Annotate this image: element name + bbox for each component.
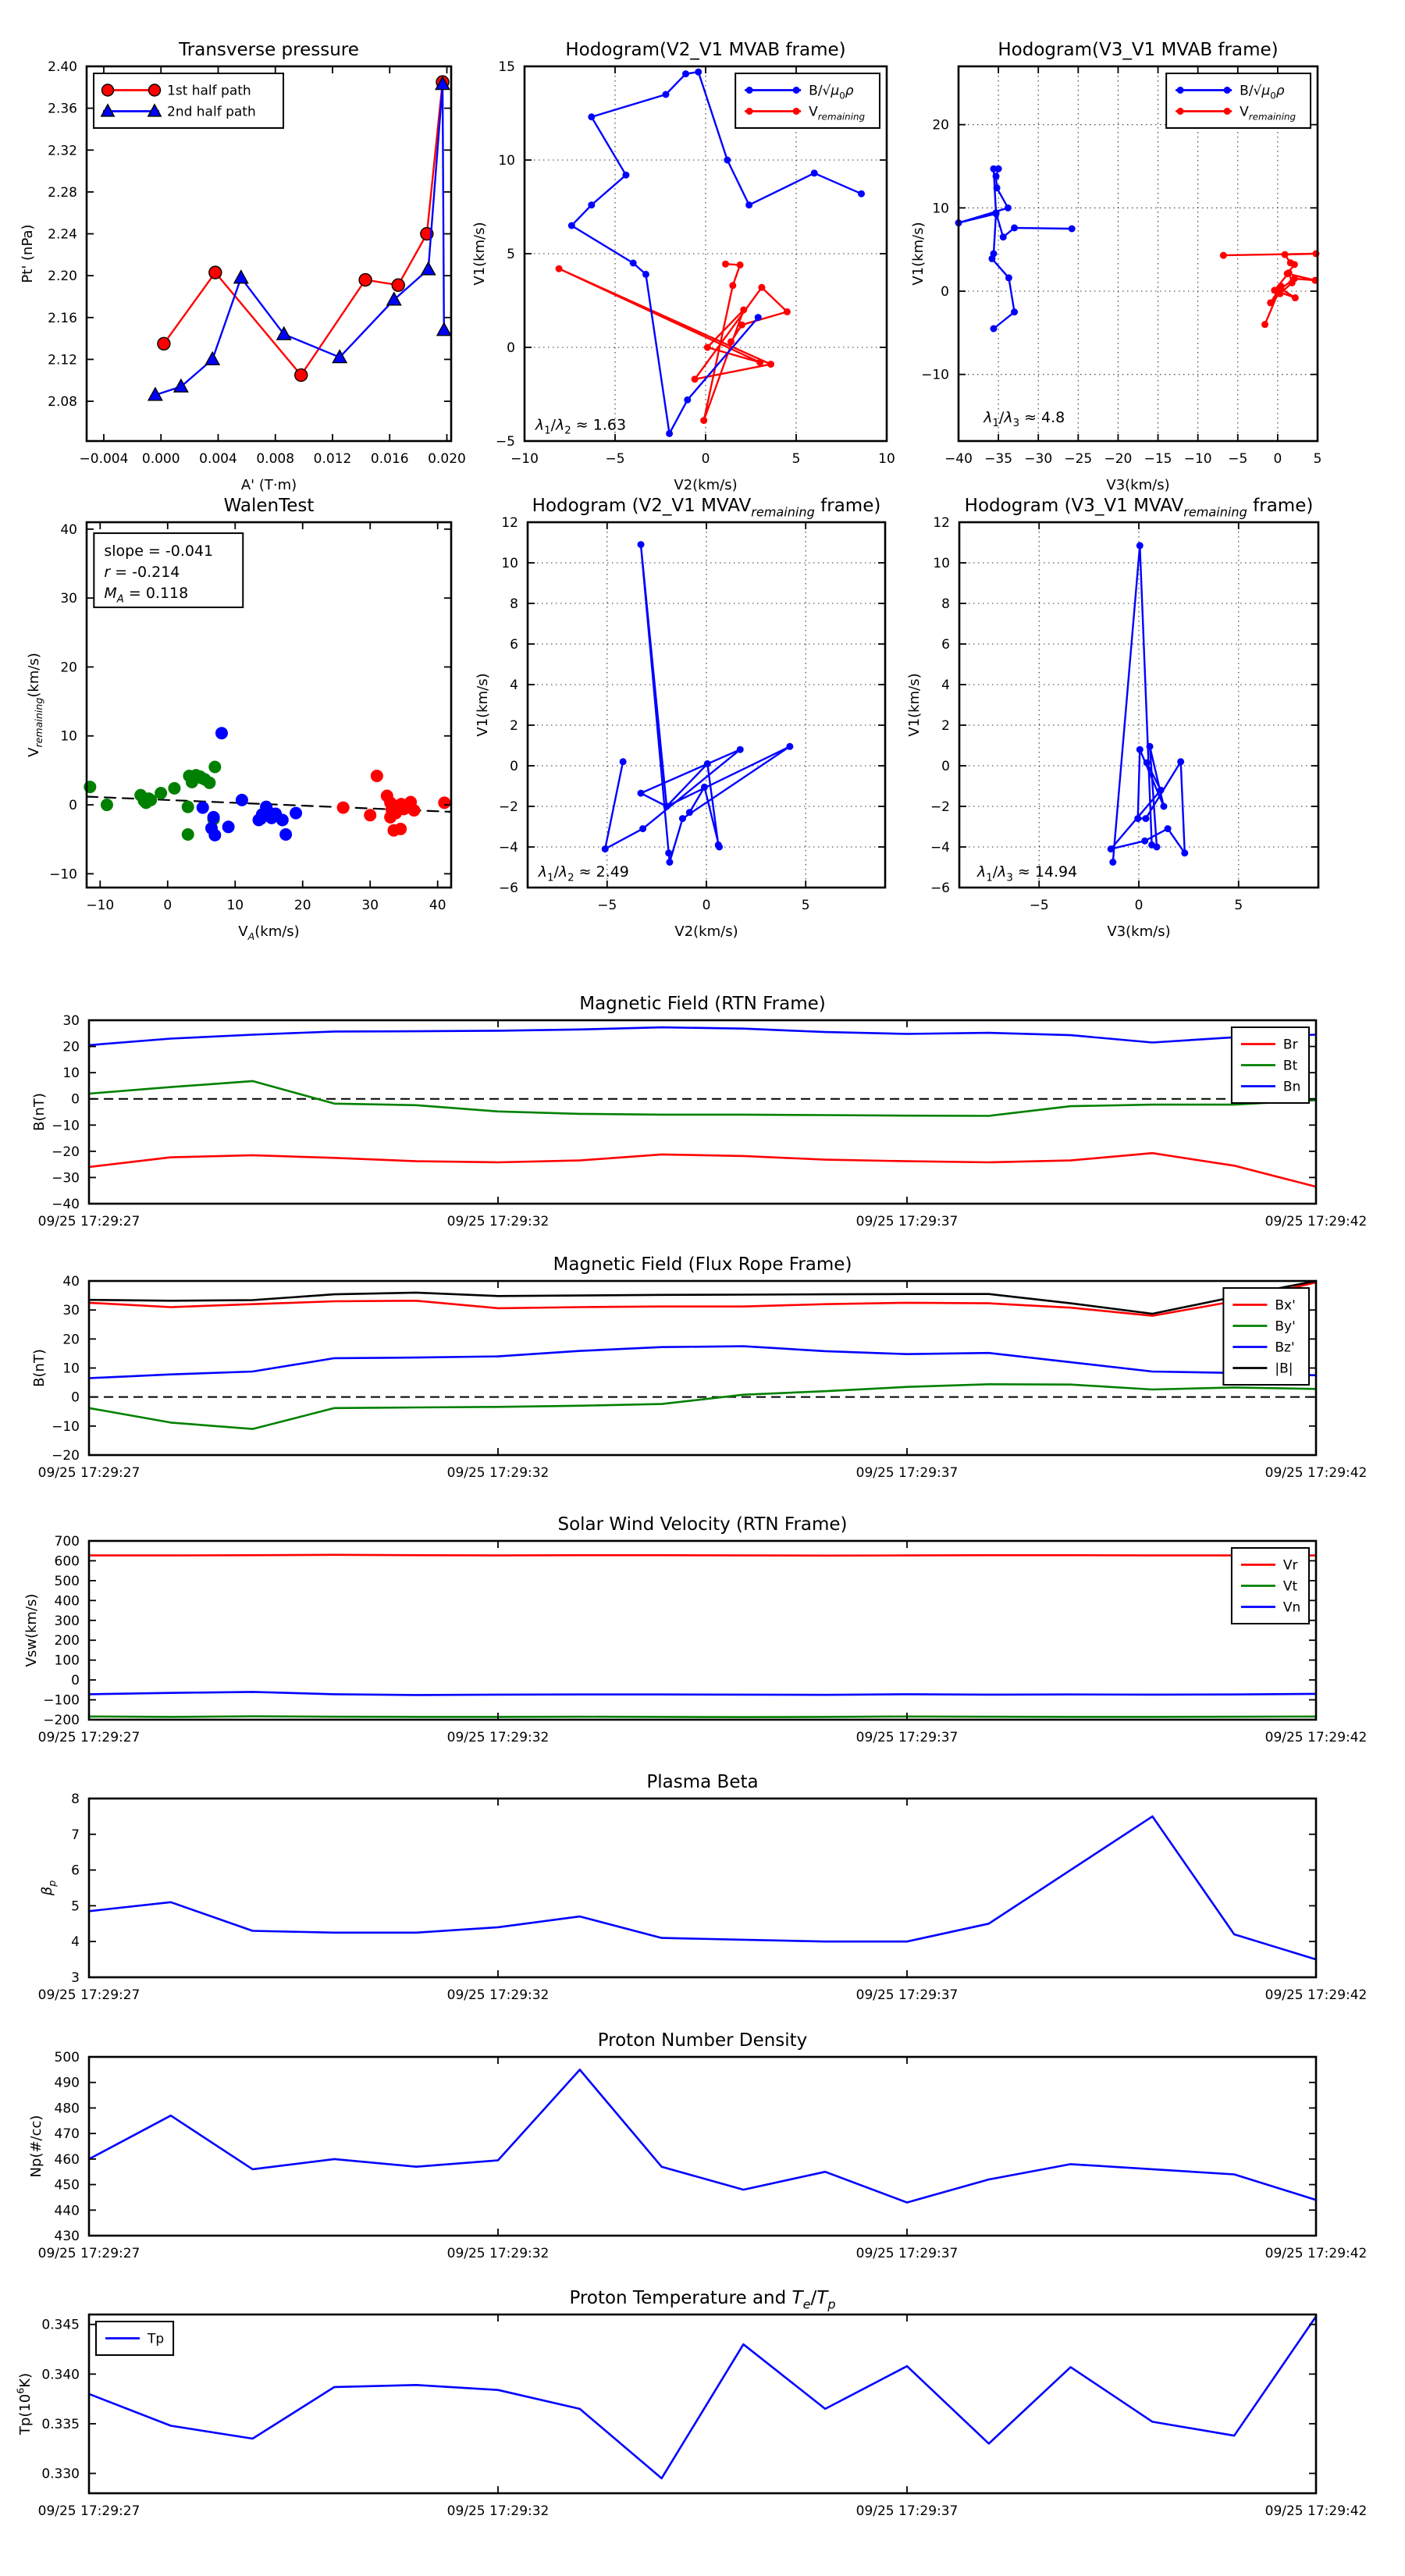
svg-text:09/25 17:29:27: 09/25 17:29:27 bbox=[37, 1214, 140, 1229]
svg-text:5: 5 bbox=[1313, 451, 1322, 467]
svg-text:20: 20 bbox=[932, 117, 949, 133]
svg-text:100: 100 bbox=[54, 1653, 80, 1669]
svg-text:0.330: 0.330 bbox=[41, 2466, 80, 2482]
svg-text:−5: −5 bbox=[597, 898, 617, 913]
grid bbox=[959, 522, 1318, 888]
svg-text:300: 300 bbox=[54, 1613, 80, 1629]
legend-label: Tp bbox=[148, 2331, 165, 2347]
svg-text:09/25 17:29:37: 09/25 17:29:37 bbox=[855, 1214, 959, 1229]
proton-temperature-svg bbox=[14, 2288, 1368, 2519]
ticks bbox=[38, 1534, 1368, 1745]
plot-title: Plasma Beta bbox=[646, 1772, 759, 1792]
svg-text:10: 10 bbox=[501, 556, 518, 571]
svg-text:MA = 0.118: $M_A = 0.118$ bbox=[104, 585, 189, 606]
svg-text:500: 500 bbox=[54, 1573, 80, 1589]
svg-text:20: 20 bbox=[62, 1332, 80, 1348]
svg-text:09/25 17:29:27: 09/25 17:29:27 bbox=[37, 2503, 140, 2519]
series-beta-p bbox=[89, 1816, 1316, 1959]
series-Br bbox=[89, 1153, 1316, 1187]
y-axis-label: V1(km/s) bbox=[906, 673, 923, 737]
svg-text:0: 0 bbox=[702, 898, 711, 913]
annotation bbox=[983, 409, 1065, 429]
svg-text:−2: −2 bbox=[930, 799, 950, 815]
hodogram-v3v1-mvav-svg bbox=[906, 496, 1318, 940]
chart-magnetic-field-rtn bbox=[31, 994, 1368, 1229]
legend-label: Bn bbox=[1282, 1079, 1301, 1095]
x-axis-label: A' (T·m) bbox=[240, 477, 297, 493]
legend-label: $V_{remaining}$ bbox=[1240, 104, 1297, 123]
legend bbox=[1232, 1548, 1309, 1624]
svg-text:10: 10 bbox=[226, 898, 244, 913]
hodogram-v2v1-mvav-svg bbox=[475, 496, 885, 940]
legend bbox=[96, 2322, 173, 2355]
svg-text:6: 6 bbox=[510, 637, 518, 653]
svg-text:700: 700 bbox=[54, 1534, 80, 1550]
hodogram-v2v1-mvab-svg bbox=[471, 40, 895, 493]
svg-text:200: 200 bbox=[54, 1633, 80, 1649]
annotation bbox=[976, 863, 1077, 884]
chart-hodogram-v2v1-mvab bbox=[471, 40, 895, 493]
chart-magnetic-field-flux-rope bbox=[31, 1254, 1368, 1481]
svg-text:0.008: 0.008 bbox=[256, 451, 295, 467]
svg-text:0: 0 bbox=[163, 898, 173, 913]
svg-text:2.28: 2.28 bbox=[48, 184, 77, 201]
svg-text:−10: −10 bbox=[1183, 451, 1212, 467]
svg-text:4: 4 bbox=[71, 1934, 80, 1951]
svg-text:−4: −4 bbox=[930, 840, 950, 856]
svg-text:3: 3 bbox=[71, 1970, 80, 1986]
svg-text:−20: −20 bbox=[52, 1144, 80, 1160]
ticks bbox=[38, 1013, 1368, 1229]
series-Vr bbox=[89, 1555, 1316, 1556]
svg-text:12: 12 bbox=[933, 515, 950, 531]
svg-text:09/25 17:29:37: 09/25 17:29:37 bbox=[855, 1987, 959, 2003]
svg-text:5: 5 bbox=[71, 1898, 80, 1915]
svg-text:8: 8 bbox=[941, 596, 950, 612]
hodogram-v3v1-mvab-svg bbox=[910, 40, 1322, 493]
legend-label: $V_{remaining}$ bbox=[809, 104, 866, 123]
svg-text:600: 600 bbox=[54, 1553, 80, 1570]
legend bbox=[1166, 73, 1311, 128]
series-Bn bbox=[89, 1027, 1316, 1045]
svg-text:30: 30 bbox=[62, 1303, 80, 1319]
legend bbox=[735, 73, 880, 128]
series-Vn bbox=[89, 1692, 1316, 1695]
svg-text:09/25 17:29:42: 09/25 17:29:42 bbox=[1264, 2246, 1368, 2261]
ticks bbox=[38, 1791, 1368, 2003]
svg-text:4: 4 bbox=[941, 678, 950, 693]
svg-text:4: 4 bbox=[510, 678, 518, 693]
svg-text:0.020: 0.020 bbox=[428, 451, 466, 467]
svg-text:400: 400 bbox=[54, 1593, 80, 1610]
svg-text:480: 480 bbox=[54, 2101, 80, 2117]
legend-label: By' bbox=[1275, 1318, 1296, 1335]
svg-text:450: 450 bbox=[54, 2177, 80, 2194]
svg-text:λ1/λ3 ≈ 14.94: $\lambda_1/\lambda_3 \approx 14.94$ bbox=[977, 863, 1078, 884]
svg-text:440: 440 bbox=[54, 2203, 80, 2219]
svg-text:6: 6 bbox=[941, 637, 950, 653]
chart-hodogram-v3v1-mvav bbox=[906, 496, 1318, 940]
svg-text:470: 470 bbox=[54, 2126, 80, 2143]
series-V remaining bbox=[556, 261, 791, 424]
annotation bbox=[94, 533, 243, 607]
svg-text:40: 40 bbox=[62, 1274, 80, 1290]
legend-label: Vt bbox=[1282, 1578, 1298, 1595]
svg-text:0: 0 bbox=[69, 798, 77, 814]
svg-text:λ1/λ2 ≈ 2.49: $\lambda_1/\lambda_2 \approx 2.49$ bbox=[538, 863, 629, 884]
svg-text:−10: −10 bbox=[52, 1118, 80, 1134]
svg-text:−0.004: −0.004 bbox=[79, 451, 129, 467]
plot-title: Solar Wind Velocity (RTN Frame) bbox=[557, 1514, 848, 1535]
svg-text:40: 40 bbox=[60, 521, 77, 538]
proton-number-density-svg bbox=[28, 2030, 1368, 2261]
plot-title: Hodogram (V3_V1 $MVAV_{remaining}$ frame) bbox=[964, 496, 1314, 520]
svg-text:460: 460 bbox=[54, 2151, 80, 2168]
svg-text:09/25 17:29:27: 09/25 17:29:27 bbox=[37, 1465, 140, 1481]
svg-text:10: 10 bbox=[62, 1066, 80, 1082]
svg-text:10: 10 bbox=[932, 201, 949, 217]
series-Bz' bbox=[89, 1347, 1316, 1379]
legend-label: 1st half path bbox=[167, 83, 251, 99]
svg-text:−25: −25 bbox=[1064, 451, 1093, 467]
svg-text:20: 20 bbox=[62, 1039, 80, 1055]
series-Np bbox=[89, 2069, 1316, 2202]
svg-text:15: 15 bbox=[498, 59, 515, 75]
svg-text:20: 20 bbox=[293, 898, 311, 913]
svg-text:10: 10 bbox=[62, 1361, 80, 1377]
y-axis-label: $\beta_p$ bbox=[39, 1880, 59, 1896]
svg-text:5: 5 bbox=[801, 898, 810, 913]
series-By' bbox=[89, 1384, 1316, 1429]
chart-transverse-pressure bbox=[20, 40, 466, 493]
svg-text:8: 8 bbox=[510, 596, 518, 612]
svg-text:0.345: 0.345 bbox=[41, 2317, 80, 2333]
svg-text:−30: −30 bbox=[1024, 451, 1053, 467]
svg-text:5: 5 bbox=[1234, 898, 1243, 913]
axes-frame bbox=[89, 1020, 1316, 1204]
legend-label: Bt bbox=[1282, 1058, 1298, 1074]
chart-plasma-beta bbox=[37, 1772, 1368, 2003]
legend-label: $B/√\mu_0\rho$ bbox=[1240, 83, 1285, 101]
svg-text:λ1/λ3 ≈ 4.8: $\lambda_1/\lambda_3 \approx 4.8$ bbox=[984, 408, 1065, 430]
svg-text:09/25 17:29:37: 09/25 17:29:37 bbox=[855, 1730, 959, 1745]
series-V remaining path bbox=[602, 541, 794, 866]
grid bbox=[528, 522, 885, 888]
plot-title: Hodogram(V2_V1 MVAB frame) bbox=[565, 40, 846, 60]
svg-text:6: 6 bbox=[71, 1863, 80, 1879]
y-axis-label: V1(km/s) bbox=[475, 673, 491, 737]
svg-text:−200: −200 bbox=[43, 1713, 80, 1728]
svg-text:2.32: 2.32 bbox=[48, 143, 77, 159]
series-B/sqrt(mu0 rho) bbox=[955, 165, 1076, 333]
svg-text:10: 10 bbox=[498, 153, 515, 169]
svg-text:09/25 17:29:42: 09/25 17:29:42 bbox=[1264, 1465, 1368, 1481]
svg-text:−35: −35 bbox=[984, 451, 1013, 467]
svg-text:0.340: 0.340 bbox=[41, 2367, 80, 2383]
svg-text:0: 0 bbox=[1273, 451, 1282, 467]
svg-text:−40: −40 bbox=[944, 451, 973, 467]
svg-text:−40: −40 bbox=[52, 1197, 80, 1212]
axes-frame bbox=[89, 2057, 1316, 2236]
svg-text:09/25 17:29:42: 09/25 17:29:42 bbox=[1264, 1987, 1368, 2003]
svg-text:09/25 17:29:32: 09/25 17:29:32 bbox=[446, 1214, 550, 1229]
svg-text:30: 30 bbox=[62, 1013, 80, 1029]
chart-proton-number-density bbox=[28, 2030, 1368, 2261]
plot-title: Hodogram(V3_V1 MVAB frame) bbox=[998, 40, 1279, 60]
svg-text:09/25 17:29:37: 09/25 17:29:37 bbox=[855, 2246, 959, 2261]
plot-title: Proton Number Density bbox=[597, 2030, 808, 2051]
svg-text:09/25 17:29:27: 09/25 17:29:27 bbox=[37, 2246, 140, 2261]
svg-text:−5: −5 bbox=[495, 434, 515, 450]
svg-text:09/25 17:29:32: 09/25 17:29:32 bbox=[446, 2246, 550, 2261]
svg-text:0.000: 0.000 bbox=[141, 451, 180, 467]
svg-text:0.012: 0.012 bbox=[313, 451, 352, 467]
svg-text:−6: −6 bbox=[930, 881, 950, 896]
y-axis-label: $V_{remaining}(km/s)$ bbox=[26, 653, 45, 757]
axes-frame bbox=[89, 1799, 1316, 1977]
series-Tp bbox=[89, 2317, 1316, 2478]
svg-text:10: 10 bbox=[933, 556, 950, 571]
x-axis-label: $V_A(km/s)$ bbox=[238, 923, 300, 943]
legend-label: Bx' bbox=[1275, 1297, 1296, 1314]
svg-text:−5: −5 bbox=[1029, 898, 1049, 913]
plot-title: Hodogram (V2_V1 $MVAV_{remaining}$ frame) bbox=[532, 496, 881, 520]
svg-text:−5: −5 bbox=[1228, 451, 1248, 467]
legend-label: Br bbox=[1282, 1037, 1298, 1053]
svg-text:λ1/λ2 ≈ 1.63: $\lambda_1/\lambda_2 \approx 1.63$ bbox=[535, 416, 627, 437]
svg-text:2.12: 2.12 bbox=[48, 352, 77, 368]
x-axis-label: V2(km/s) bbox=[674, 923, 738, 940]
plot-title: Transverse pressure bbox=[179, 40, 359, 60]
walen-test-svg bbox=[26, 496, 451, 943]
svg-text:30: 30 bbox=[60, 591, 77, 607]
series-last-third bbox=[337, 770, 451, 837]
legend bbox=[94, 73, 283, 128]
svg-text:0: 0 bbox=[701, 451, 710, 467]
svg-text:500: 500 bbox=[54, 2050, 80, 2065]
svg-text:2.40: 2.40 bbox=[48, 59, 77, 75]
svg-text:09/25 17:29:42: 09/25 17:29:42 bbox=[1264, 1730, 1368, 1745]
svg-text:30: 30 bbox=[361, 898, 379, 913]
svg-text:09/25 17:29:37: 09/25 17:29:37 bbox=[855, 2503, 959, 2519]
svg-text:2: 2 bbox=[510, 718, 518, 734]
svg-text:20: 20 bbox=[60, 660, 77, 676]
svg-text:0: 0 bbox=[1134, 898, 1144, 913]
svg-text:0.335: 0.335 bbox=[41, 2416, 80, 2432]
ticks bbox=[499, 515, 885, 913]
plot-title: Magnetic Field (RTN Frame) bbox=[579, 994, 826, 1014]
svg-text:−20: −20 bbox=[52, 1448, 80, 1464]
series-V remaining path bbox=[1108, 542, 1189, 866]
svg-text:0.016: 0.016 bbox=[370, 451, 409, 467]
legend bbox=[1232, 1027, 1309, 1103]
svg-text:−5: −5 bbox=[605, 451, 625, 467]
legend-label: Vn bbox=[1282, 1599, 1301, 1616]
solar-wind-velocity-rtn-svg bbox=[23, 1514, 1368, 1745]
svg-text:10: 10 bbox=[60, 728, 77, 745]
svg-text:5: 5 bbox=[791, 451, 801, 467]
svg-text:09/25 17:29:27: 09/25 17:29:27 bbox=[37, 1730, 140, 1745]
legend-label: 2nd half path bbox=[167, 104, 256, 120]
svg-text:−100: −100 bbox=[43, 1692, 80, 1709]
svg-text:2.24: 2.24 bbox=[48, 226, 77, 243]
svg-text:0: 0 bbox=[510, 759, 518, 774]
svg-text:40: 40 bbox=[429, 898, 446, 913]
chart-proton-temperature bbox=[14, 2288, 1368, 2519]
magnetic-field-rtn-svg bbox=[31, 994, 1368, 1229]
svg-text:−10: −10 bbox=[921, 367, 949, 383]
svg-text:−2: −2 bbox=[498, 799, 518, 815]
svg-text:09/25 17:29:42: 09/25 17:29:42 bbox=[1264, 1214, 1368, 1229]
y-axis-label: V1(km/s) bbox=[471, 222, 488, 286]
svg-text:09/25 17:29:42: 09/25 17:29:42 bbox=[1264, 2503, 1368, 2519]
svg-text:−10: −10 bbox=[510, 451, 539, 467]
svg-text:09/25 17:29:32: 09/25 17:29:32 bbox=[446, 1987, 550, 2003]
legend bbox=[1223, 1288, 1309, 1385]
svg-text:09/25 17:29:32: 09/25 17:29:32 bbox=[446, 1730, 550, 1745]
svg-text:8: 8 bbox=[71, 1791, 80, 1807]
plot-title: WalenTest bbox=[223, 496, 315, 516]
svg-text:0.004: 0.004 bbox=[199, 451, 237, 467]
transverse-pressure-svg bbox=[20, 40, 466, 493]
svg-text:−10: −10 bbox=[86, 898, 115, 913]
svg-text:−20: −20 bbox=[1104, 451, 1133, 467]
svg-text:−15: −15 bbox=[1144, 451, 1172, 467]
ticks bbox=[930, 515, 1318, 913]
ticks bbox=[38, 2050, 1368, 2261]
series-V remaining bbox=[1220, 251, 1320, 329]
svg-text:−30: −30 bbox=[52, 1170, 80, 1187]
y-axis-label: $Tp(10^6K)$ bbox=[14, 2372, 34, 2435]
chart-solar-wind-velocity bbox=[23, 1514, 1368, 1745]
y-axis-label: Vsw(km/s) bbox=[23, 1593, 40, 1667]
svg-text:2.08: 2.08 bbox=[48, 394, 77, 411]
svg-text:490: 490 bbox=[54, 2075, 80, 2091]
annotation bbox=[538, 863, 629, 884]
series-|B| bbox=[89, 1281, 1316, 1314]
svg-text:0: 0 bbox=[507, 340, 515, 356]
y-axis-label: Pt' (nPa) bbox=[20, 224, 36, 283]
svg-text:r = -0.214: r = -0.214 bbox=[104, 564, 180, 582]
svg-text:10: 10 bbox=[878, 451, 895, 467]
svg-text:09/25 17:29:32: 09/25 17:29:32 bbox=[446, 1465, 550, 1481]
svg-text:430: 430 bbox=[54, 2229, 80, 2244]
svg-text:−10: −10 bbox=[49, 866, 77, 883]
svg-text:5: 5 bbox=[507, 247, 515, 262]
svg-text:2.16: 2.16 bbox=[48, 310, 77, 326]
svg-text:0: 0 bbox=[71, 1091, 80, 1108]
y-axis-label: V1(km/s) bbox=[910, 222, 927, 286]
svg-text:0: 0 bbox=[941, 759, 950, 774]
svg-text:slope = -0.041: slope = -0.041 bbox=[104, 543, 214, 560]
svg-text:12: 12 bbox=[501, 515, 518, 531]
x-axis-label: V2(km/s) bbox=[674, 477, 738, 493]
y-axis-label: B(nT) bbox=[31, 1093, 48, 1131]
svg-text:2.36: 2.36 bbox=[48, 101, 77, 117]
chart-hodogram-v2v1-mvav bbox=[475, 496, 885, 940]
svg-text:0: 0 bbox=[941, 284, 949, 300]
x-axis-label: V3(km/s) bbox=[1106, 477, 1170, 493]
svg-text:09/25 17:29:37: 09/25 17:29:37 bbox=[855, 1465, 959, 1481]
x-axis-label: V3(km/s) bbox=[1107, 923, 1171, 940]
svg-text:09/25 17:29:32: 09/25 17:29:32 bbox=[446, 2503, 550, 2519]
svg-text:0: 0 bbox=[71, 1389, 80, 1406]
svg-text:0: 0 bbox=[71, 1673, 80, 1689]
chart-walen-test bbox=[26, 496, 451, 943]
svg-text:−4: −4 bbox=[498, 840, 518, 856]
annotation bbox=[535, 416, 626, 436]
chart-hodogram-v3v1-mvab bbox=[910, 40, 1322, 493]
svg-text:7: 7 bbox=[71, 1827, 80, 1843]
plot-title: Magnetic Field (Flux Rope Frame) bbox=[553, 1254, 852, 1275]
y-axis-label: Np(#/cc) bbox=[28, 2115, 44, 2178]
magnetic-field-flux-rope-svg bbox=[31, 1254, 1368, 1481]
legend-label: Vr bbox=[1282, 1557, 1298, 1574]
ticks bbox=[38, 2314, 1368, 2519]
svg-text:09/25 17:29:27: 09/25 17:29:27 bbox=[37, 1987, 140, 2003]
axes-frame bbox=[89, 2314, 1316, 2493]
svg-text:2.20: 2.20 bbox=[48, 269, 77, 285]
plot-title: Proton Temperature and $T_e/T_p$ bbox=[569, 2288, 836, 2312]
y-axis-label: B(nT) bbox=[31, 1349, 48, 1387]
legend-label: Bz' bbox=[1275, 1340, 1295, 1356]
legend-label: |B| bbox=[1275, 1361, 1293, 1377]
svg-text:2: 2 bbox=[941, 718, 950, 734]
svg-text:−10: −10 bbox=[52, 1418, 80, 1435]
svg-text:−6: −6 bbox=[498, 881, 518, 896]
legend-label: $B/√\mu_0\rho$ bbox=[809, 83, 854, 101]
